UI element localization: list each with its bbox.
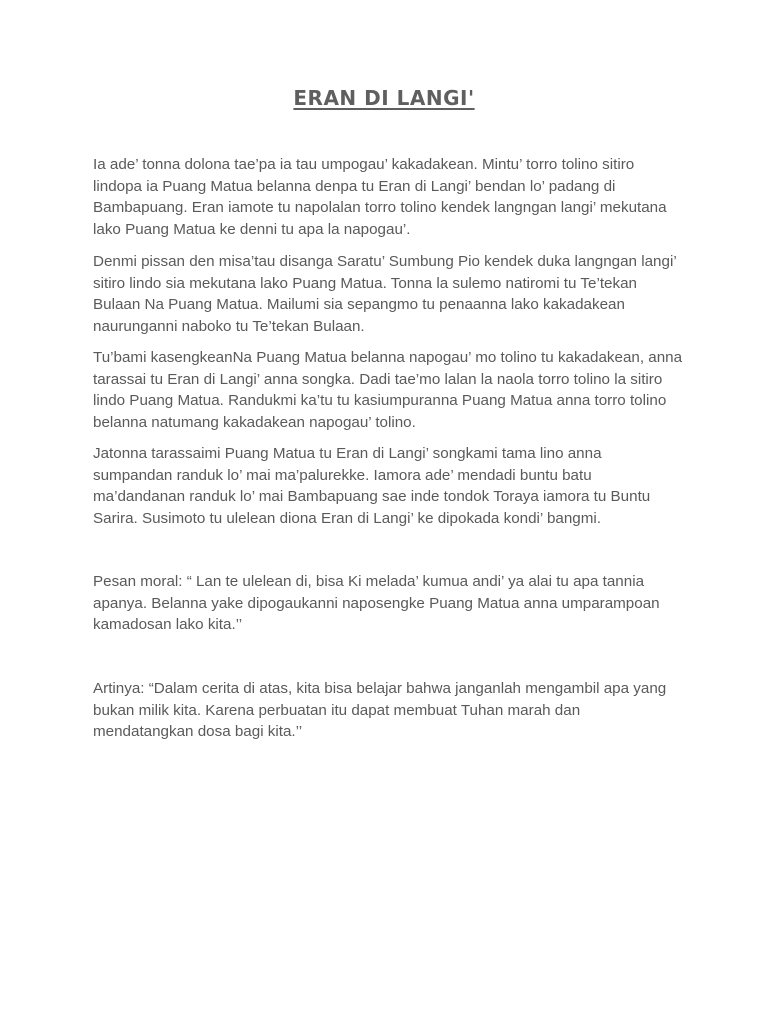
paragraph-1: Ia ade’ tonna dolona tae’pa ia tau umpogau’ kakadakean. Mintu’ torro tolino sitiro lindopa ia Puang Matua belanna denpa tu Eran di Langi’ bendan lo’ padang di Bambapuang. Eran iamote tu napolalan torro tolino kendek langngan langi’ mekutana lako Puang Matua ke denni tu apa la napogau’.: [93, 156, 667, 238]
moral-message: Pesan moral: “ Lan te ulelean di, bisa Ki melada’ kumua andi’ ya alai tu apa tannia apanya. Belanna yake dipogaukanni naposengke Puang Matua anna umparampoan kamadosan lako kita.’’: [93, 573, 660, 634]
translation: Artinya: “Dalam cerita di atas, kita bisa belajar bahwa janganlah mengambil apa yang bukan milik kita. Karena perbuatan itu dapat membuat Tuhan marah dan mendatangkan dosa bagi kita.’’: [93, 680, 667, 741]
paragraph-4: Jatonna tarassaimi Puang Matua tu Eran di Langi’ songkami tama lino anna sumpandan randuk lo’ mai ma’palurekke. Iamora ade’ mendadi buntu batu ma’dandanan randuk lo’ mai Bambapuang sae inde tondok Toraya iamora tu Buntu Sarira. Susimoto tu ulelean diona Eran di Langi’ ke dipokada kondi’ bangmi.: [93, 445, 651, 527]
paragraph-3: Tu’bami kasengkeanNa Puang Matua belanna napogau’ mo tolino tu kakadakean, anna tarassai tu Eran di Langi’ anna songka. Dadi tae’mo lalan la naola torro tolino la sitiro lindo Puang Matua. Randukmi ka’tu tu kasiumpuranna Puang Matua anna torro tolino belanna natumang kakadakean napogau’ tolino.: [93, 349, 683, 431]
document-title: ERAN DI LANGI': [293, 86, 475, 110]
paragraph-2: Denmi pissan den misa’tau disanga Saratu’ Sumbung Pio kendek duka langngan langi’ sitiro lindo sia mekutana lako Puang Matua. Tonna la sulemo natiromi tu Te’tekan Bulaan Na Puang Matua. Mailumi sia sepangmo tu penaanna lako kakadakean naurunganni naboko tu Te’tekan Bulaan.: [93, 253, 677, 335]
